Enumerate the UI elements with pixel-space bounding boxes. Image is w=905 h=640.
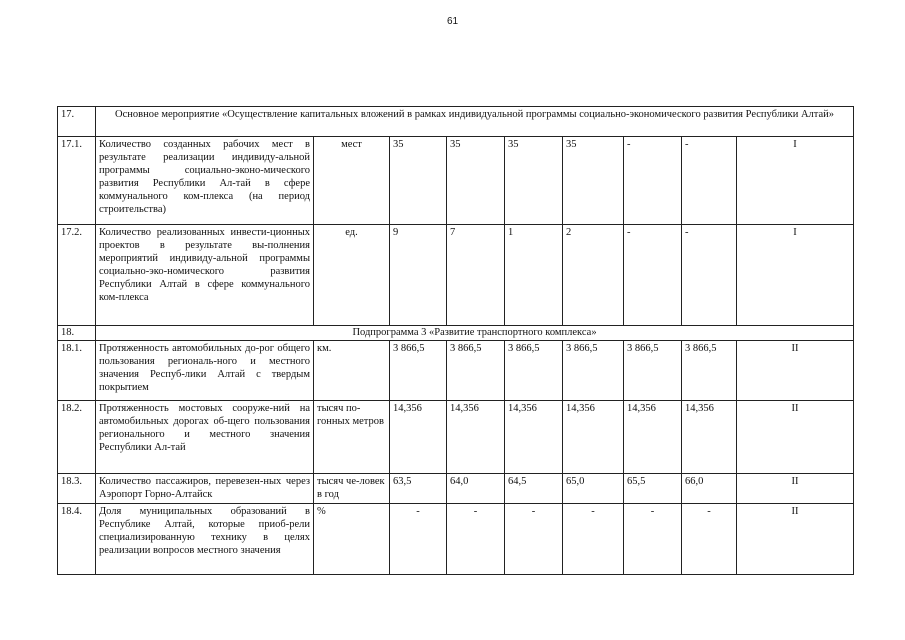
table-row <box>58 474 854 504</box>
unit-of-measure: тысяч че-ловек в год <box>314 474 390 504</box>
value-cell: 65,5 <box>624 474 682 504</box>
indicator-description: Количество созданных рабочих мест в результате реализации индивиду-альной программы социально-эконо-мического развития Республики Ал-тай в сфере коммунального ком-плекса (на период строительства) <box>96 137 314 225</box>
value-cell: 35 <box>390 137 447 225</box>
value-cell: 9 <box>390 225 447 326</box>
unit-of-measure: км. <box>314 341 390 401</box>
row-number: 18. <box>58 326 96 341</box>
value-cell: 35 <box>447 137 505 225</box>
value-cell: 66,0 <box>682 474 737 504</box>
unit-of-measure: % <box>314 504 390 575</box>
indicator-description: Протяженность мостовых сооруже-ний на автомобильных дорогах об-щего пользования регионального и местного значения Республики Ал-тай <box>96 401 314 474</box>
value-cell: 3 866,5 <box>390 341 447 401</box>
value-cell: - <box>682 137 737 225</box>
category-cell: II <box>737 504 854 575</box>
value-cell: 3 866,5 <box>447 341 505 401</box>
value-cell: 3 866,5 <box>624 341 682 401</box>
unit-of-measure: мест <box>314 137 390 225</box>
section-title: Основное мероприятие «Осуществление капитальных вложений в рамках индивидуальной программы социально-экономического развития Республики Алтай» <box>96 107 854 137</box>
section-title: Подпрограмма 3 «Развитие транспортного комплекса» <box>96 326 854 341</box>
unit-of-measure: тысяч по-гонных метров <box>314 401 390 474</box>
table-row <box>58 401 854 474</box>
value-cell: 64,0 <box>447 474 505 504</box>
value-cell: - <box>505 504 563 575</box>
row-number: 17.1. <box>58 137 96 225</box>
value-cell: 65,0 <box>563 474 624 504</box>
table-row <box>58 137 854 225</box>
row-number: 18.4. <box>58 504 96 575</box>
indicator-description: Количество пассажиров, перевезен-ных через Аэропорт Горно-Алтайск <box>96 474 314 504</box>
row-number: 18.3. <box>58 474 96 504</box>
value-cell: - <box>682 504 737 575</box>
value-cell: 3 866,5 <box>563 341 624 401</box>
row-number: 18.2. <box>58 401 96 474</box>
table-row <box>58 107 854 137</box>
value-cell: - <box>682 225 737 326</box>
value-cell: 35 <box>505 137 563 225</box>
value-cell: 14,356 <box>682 401 737 474</box>
value-cell: - <box>624 137 682 225</box>
table-row <box>58 225 854 326</box>
value-cell: 14,356 <box>390 401 447 474</box>
indicator-description: Доля муниципальных образований в Республике Алтай, которые приоб-рели специализированную технику в целях реализации вопросов местного значения <box>96 504 314 575</box>
value-cell: - <box>447 504 505 575</box>
table-row <box>58 504 854 575</box>
category-cell: II <box>737 341 854 401</box>
value-cell: 7 <box>447 225 505 326</box>
value-cell: 63,5 <box>390 474 447 504</box>
value-cell: 35 <box>563 137 624 225</box>
value-cell: 14,356 <box>447 401 505 474</box>
value-cell: - <box>563 504 624 575</box>
value-cell: 14,356 <box>624 401 682 474</box>
row-number: 17. <box>58 107 96 137</box>
category-cell: II <box>737 401 854 474</box>
value-cell: 1 <box>505 225 563 326</box>
row-number: 18.1. <box>58 341 96 401</box>
value-cell: - <box>624 504 682 575</box>
value-cell: 14,356 <box>505 401 563 474</box>
category-cell: II <box>737 474 854 504</box>
value-cell: 3 866,5 <box>682 341 737 401</box>
table-row <box>58 341 854 401</box>
unit-of-measure: ед. <box>314 225 390 326</box>
indicators-table <box>57 106 854 575</box>
indicator-description: Протяженность автомобильных до-рог общего пользования региональ-ного и местного значения Респуб-лики Алтай с твердым покрытием <box>96 341 314 401</box>
category-cell: I <box>737 225 854 326</box>
table-row <box>58 326 854 341</box>
value-cell: 3 866,5 <box>505 341 563 401</box>
value-cell: 14,356 <box>563 401 624 474</box>
category-cell: I <box>737 137 854 225</box>
value-cell: 64,5 <box>505 474 563 504</box>
indicator-description: Количество реализованных инвести-ционных проектов в результате вы-полнения мероприятий индивиду-альной программы социально-эко-номического развития Республики Алтай в сфере коммунального ком-плекса <box>96 225 314 326</box>
page-number: 61 <box>446 16 459 27</box>
value-cell: 2 <box>563 225 624 326</box>
row-number: 17.2. <box>58 225 96 326</box>
value-cell: - <box>390 504 447 575</box>
value-cell: - <box>624 225 682 326</box>
